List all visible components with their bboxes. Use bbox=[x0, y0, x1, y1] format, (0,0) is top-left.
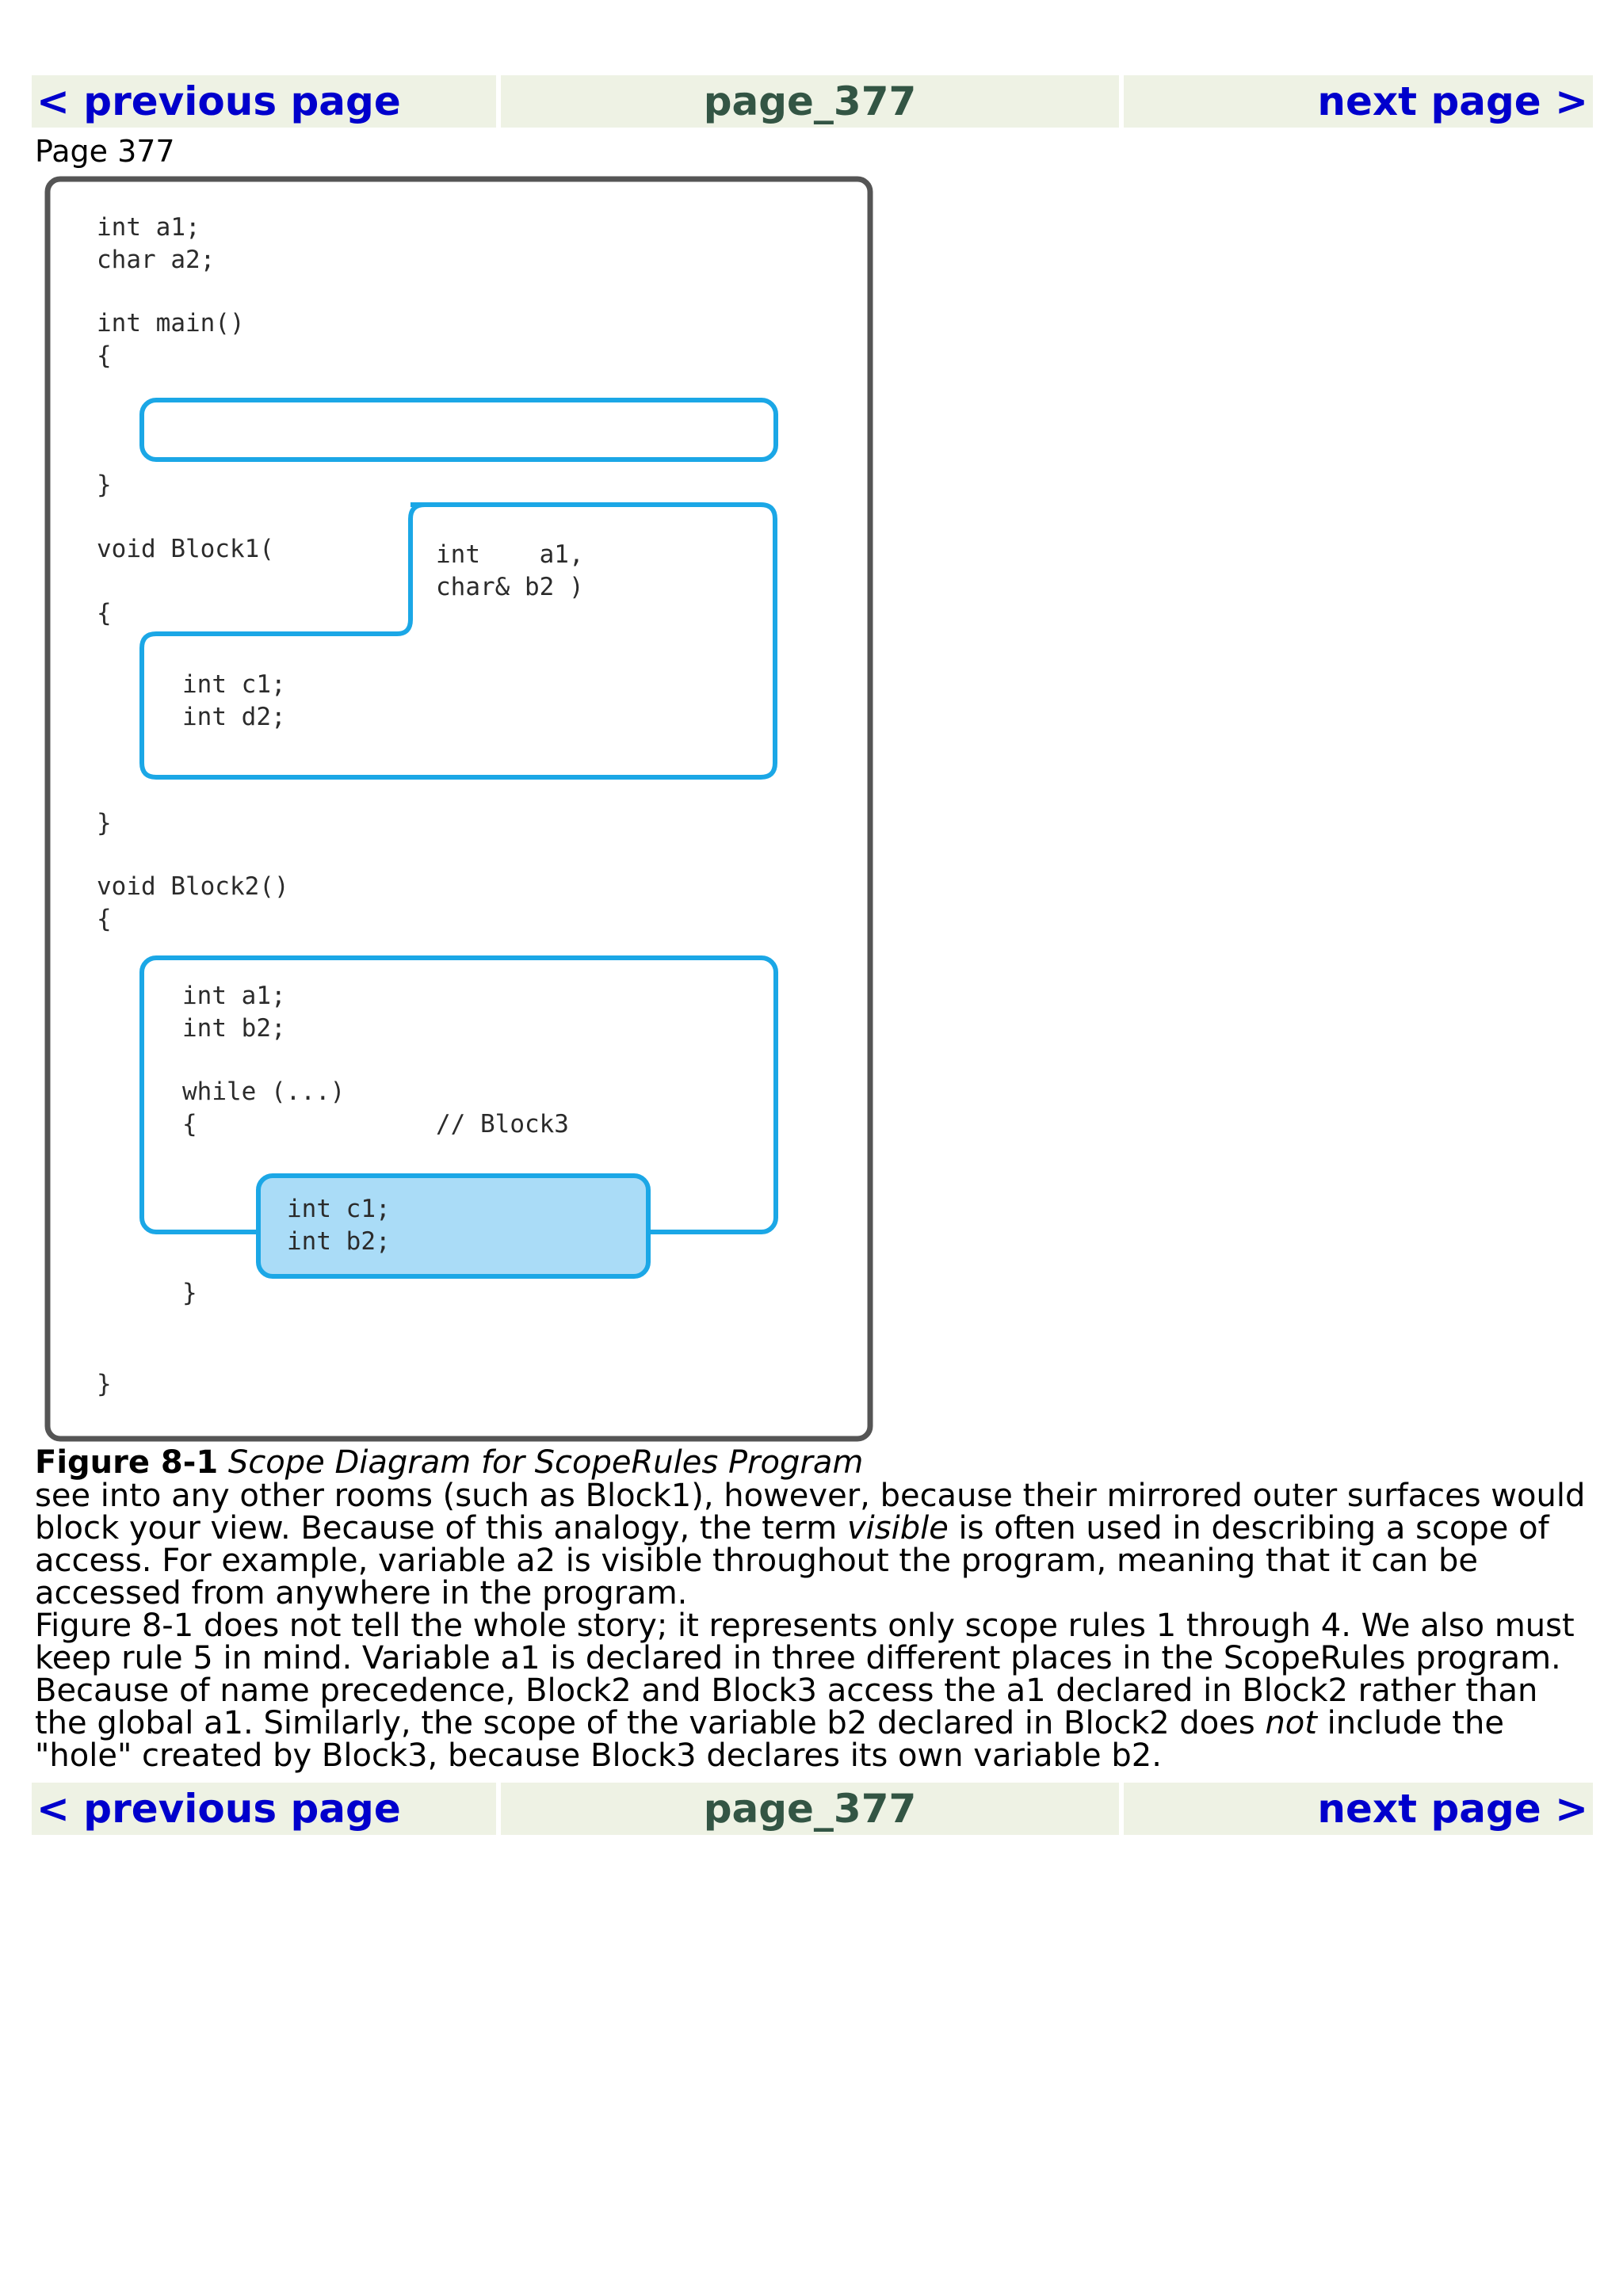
page-label: Page 377 bbox=[35, 134, 175, 169]
code-line: } bbox=[97, 471, 112, 499]
code-line: int c1; bbox=[287, 1195, 391, 1223]
scope-diagram-figure bbox=[44, 176, 876, 1444]
code-line: while (...) bbox=[182, 1077, 346, 1106]
code-line: char a2; bbox=[97, 246, 216, 274]
paragraph-text: is often used in describing a scope of access. For example, variable a2 is visible throughout the program, meaning that it can be accessed from anywhere in the program. bbox=[35, 1510, 1549, 1611]
paragraph-text: include the "hole" created by Block3, because Block3 declares its own variable b2. bbox=[35, 1705, 1504, 1774]
code-line: int a1; bbox=[97, 213, 200, 242]
bottom-navigation bbox=[32, 1783, 1593, 1835]
emphasis: not bbox=[1265, 1705, 1317, 1741]
code-line: } bbox=[97, 809, 112, 837]
next-page-link[interactable]: next page > bbox=[1124, 1783, 1593, 1835]
code-line: int d2; bbox=[182, 703, 286, 731]
previous-page-link[interactable]: < previous page bbox=[32, 1783, 496, 1835]
code-line: void Block1( bbox=[97, 535, 274, 563]
page-indicator: page_377 bbox=[501, 75, 1119, 128]
emphasis: visible bbox=[846, 1510, 949, 1547]
code-line: { bbox=[97, 341, 112, 370]
code-line: // Block3 bbox=[436, 1110, 569, 1138]
code-line: void Block2() bbox=[97, 872, 289, 901]
main-scope-box bbox=[142, 400, 776, 460]
code-line: int a1, bbox=[436, 540, 584, 569]
paragraph-text: Figure 8-1 does not tell the whole story; it represents only scope rules 1 through 4. We also must keep rule 5 in mind. Variable a1 is declared in three different places in the ScopeRules program. Because of name precedence, Block2 and Block3 access the a1 declared in Block2 rather than the global a1. Similarly, the scope of the variable b2 declared in Block2 does bbox=[35, 1608, 1575, 1741]
paragraph bbox=[35, 1480, 1592, 1610]
code-line: int main() bbox=[97, 309, 245, 338]
code-line: { bbox=[97, 599, 112, 627]
code-line: } bbox=[182, 1279, 197, 1307]
code-line: char& b2 ) bbox=[436, 573, 584, 601]
top-navigation bbox=[32, 75, 1593, 128]
code-line: { bbox=[97, 905, 112, 933]
paragraph bbox=[35, 1610, 1592, 1772]
block3-scope-box bbox=[258, 1176, 648, 1276]
figure-title: Scope Diagram for ScopeRules Program bbox=[227, 1444, 864, 1481]
code-line: int a1; bbox=[182, 982, 286, 1010]
code-line: { bbox=[182, 1110, 197, 1138]
figure-caption bbox=[35, 1444, 863, 1482]
paragraph-text: see into any other rooms (such as Block1), however, because their mirrored outer surfaces would block your view. Because of this analogy, the term bbox=[35, 1478, 1586, 1547]
figure-label: Figure 8-1 bbox=[35, 1444, 219, 1481]
code-line: int c1; bbox=[182, 670, 286, 699]
code-line: int b2; bbox=[287, 1227, 391, 1256]
next-page-link[interactable]: next page > bbox=[1124, 75, 1593, 128]
code-line: int b2; bbox=[182, 1014, 286, 1043]
previous-page-link[interactable]: < previous page bbox=[32, 75, 496, 128]
page-indicator: page_377 bbox=[501, 1783, 1119, 1835]
code-line: } bbox=[97, 1370, 112, 1398]
